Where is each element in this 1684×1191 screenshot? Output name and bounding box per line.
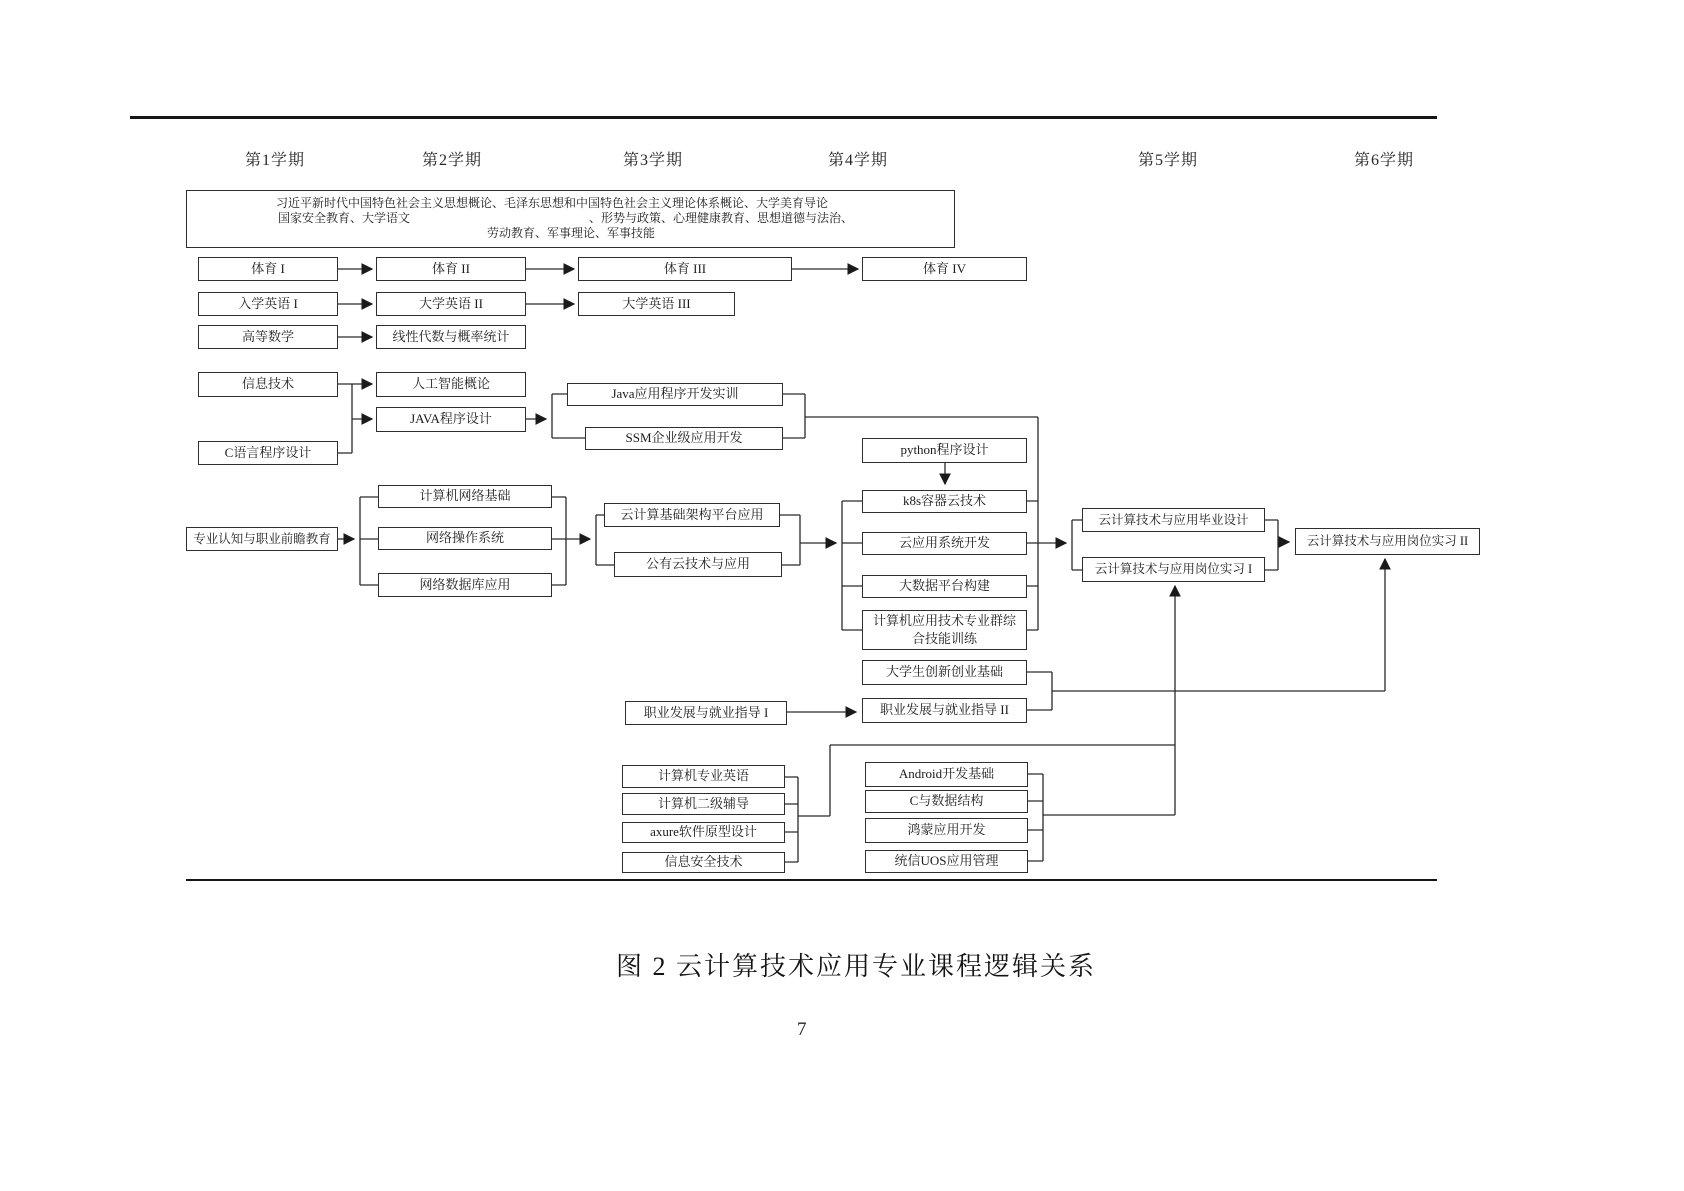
bottom-rule [186, 879, 1437, 881]
group-skill-line2: 合技能训练 [911, 631, 977, 646]
course-ai-intro: 人工智能概论 [376, 372, 526, 397]
figure-caption: 图 2 云计算技术应用专业课程逻辑关系 [615, 952, 1097, 981]
course-harmonyos-dev: 鸿蒙应用开发 [865, 818, 1028, 843]
course-info-tech: 信息技术 [198, 372, 338, 397]
course-computer-english: 计算机专业英语 [622, 765, 785, 788]
course-cloud-infrastructure: 云计算基础架构平台应用 [604, 503, 780, 527]
course-axure-prototype: axure软件原型设计 [622, 822, 785, 843]
course-java-programming: JAVA程序设计 [376, 407, 526, 432]
course-internship-1: 云计算技术与应用岗位实习 I [1082, 557, 1265, 582]
course-network-os: 网络操作系统 [378, 527, 552, 550]
course-pe-2: 体育 II [376, 257, 526, 281]
course-uos-management: 统信UOS应用管理 [865, 850, 1028, 873]
course-advanced-math: 高等数学 [198, 325, 338, 349]
course-pe-1: 体育 I [198, 257, 338, 281]
semester-header-4: 第4学期 [827, 152, 889, 169]
course-computer-network: 计算机网络基础 [378, 485, 552, 508]
general-courses-box [186, 190, 955, 248]
semester-header-6: 第6学期 [1353, 152, 1415, 169]
course-bigdata-platform: 大数据平台构建 [862, 575, 1027, 598]
course-pe-4: 体育 IV [862, 257, 1027, 281]
semester-header-3: 第3学期 [622, 152, 684, 169]
course-infosec: 信息安全技术 [622, 852, 785, 873]
course-c-language: C语言程序设计 [198, 441, 338, 465]
course-java-app-training: Java应用程序开发实训 [567, 383, 783, 406]
course-internship-2: 云计算技术与应用岗位实习 II [1295, 528, 1480, 555]
course-career-guidance-2: 职业发展与就业指导 II [862, 698, 1027, 723]
course-group-skill-training [862, 610, 1027, 650]
semester-header-5: 第5学期 [1137, 152, 1199, 169]
course-k8s: k8s容器云技术 [862, 490, 1027, 513]
top-rule [130, 116, 1437, 119]
course-ssm-dev: SSM企业级应用开发 [585, 427, 783, 450]
course-graduation-project: 云计算技术与应用毕业设计 [1082, 508, 1265, 532]
course-pe-3: 体育 III [578, 257, 792, 281]
course-career-cognition: 专业认知与职业前瞻教育 [186, 527, 338, 551]
course-c-data-structure: C与数据结构 [865, 790, 1028, 813]
course-college-english-3: 大学英语 III [578, 292, 735, 316]
course-python: python程序设计 [862, 438, 1027, 463]
course-public-cloud: 公有云技术与应用 [614, 552, 782, 577]
course-linear-algebra: 线性代数与概率统计 [376, 325, 526, 349]
course-college-english-2: 大学英语 II [376, 292, 526, 316]
course-english-entrance-1: 入学英语 I [198, 292, 338, 316]
group-skill-line1: 计算机应用技术专业群综 [872, 613, 1016, 629]
course-career-guidance-1: 职业发展与就业指导 I [625, 701, 787, 725]
course-ncre-tutoring: 计算机二级辅导 [622, 793, 785, 815]
page-number: 7 [797, 1019, 807, 1040]
semester-header-2: 第2学期 [421, 152, 483, 169]
semester-header-1: 第1学期 [244, 152, 306, 169]
general-courses-line2: 国家安全教育、大学语文 、形势与政策、心理健康教育、思想道德与法治、 [278, 211, 854, 225]
course-android-dev: Android开发基础 [865, 762, 1028, 787]
course-network-database: 网络数据库应用 [378, 573, 552, 597]
course-innovation-basics: 大学生创新创业基础 [862, 660, 1027, 685]
general-courses-line1: 习近平新时代中国特色社会主义思想概论、毛泽东思想和中国特色社会主义理论体系概论、大学美育导论 [276, 196, 829, 210]
course-cloud-app-dev: 云应用系统开发 [862, 532, 1027, 555]
general-courses-line3: 劳动教育、军事理论、军事技能 [487, 226, 656, 240]
